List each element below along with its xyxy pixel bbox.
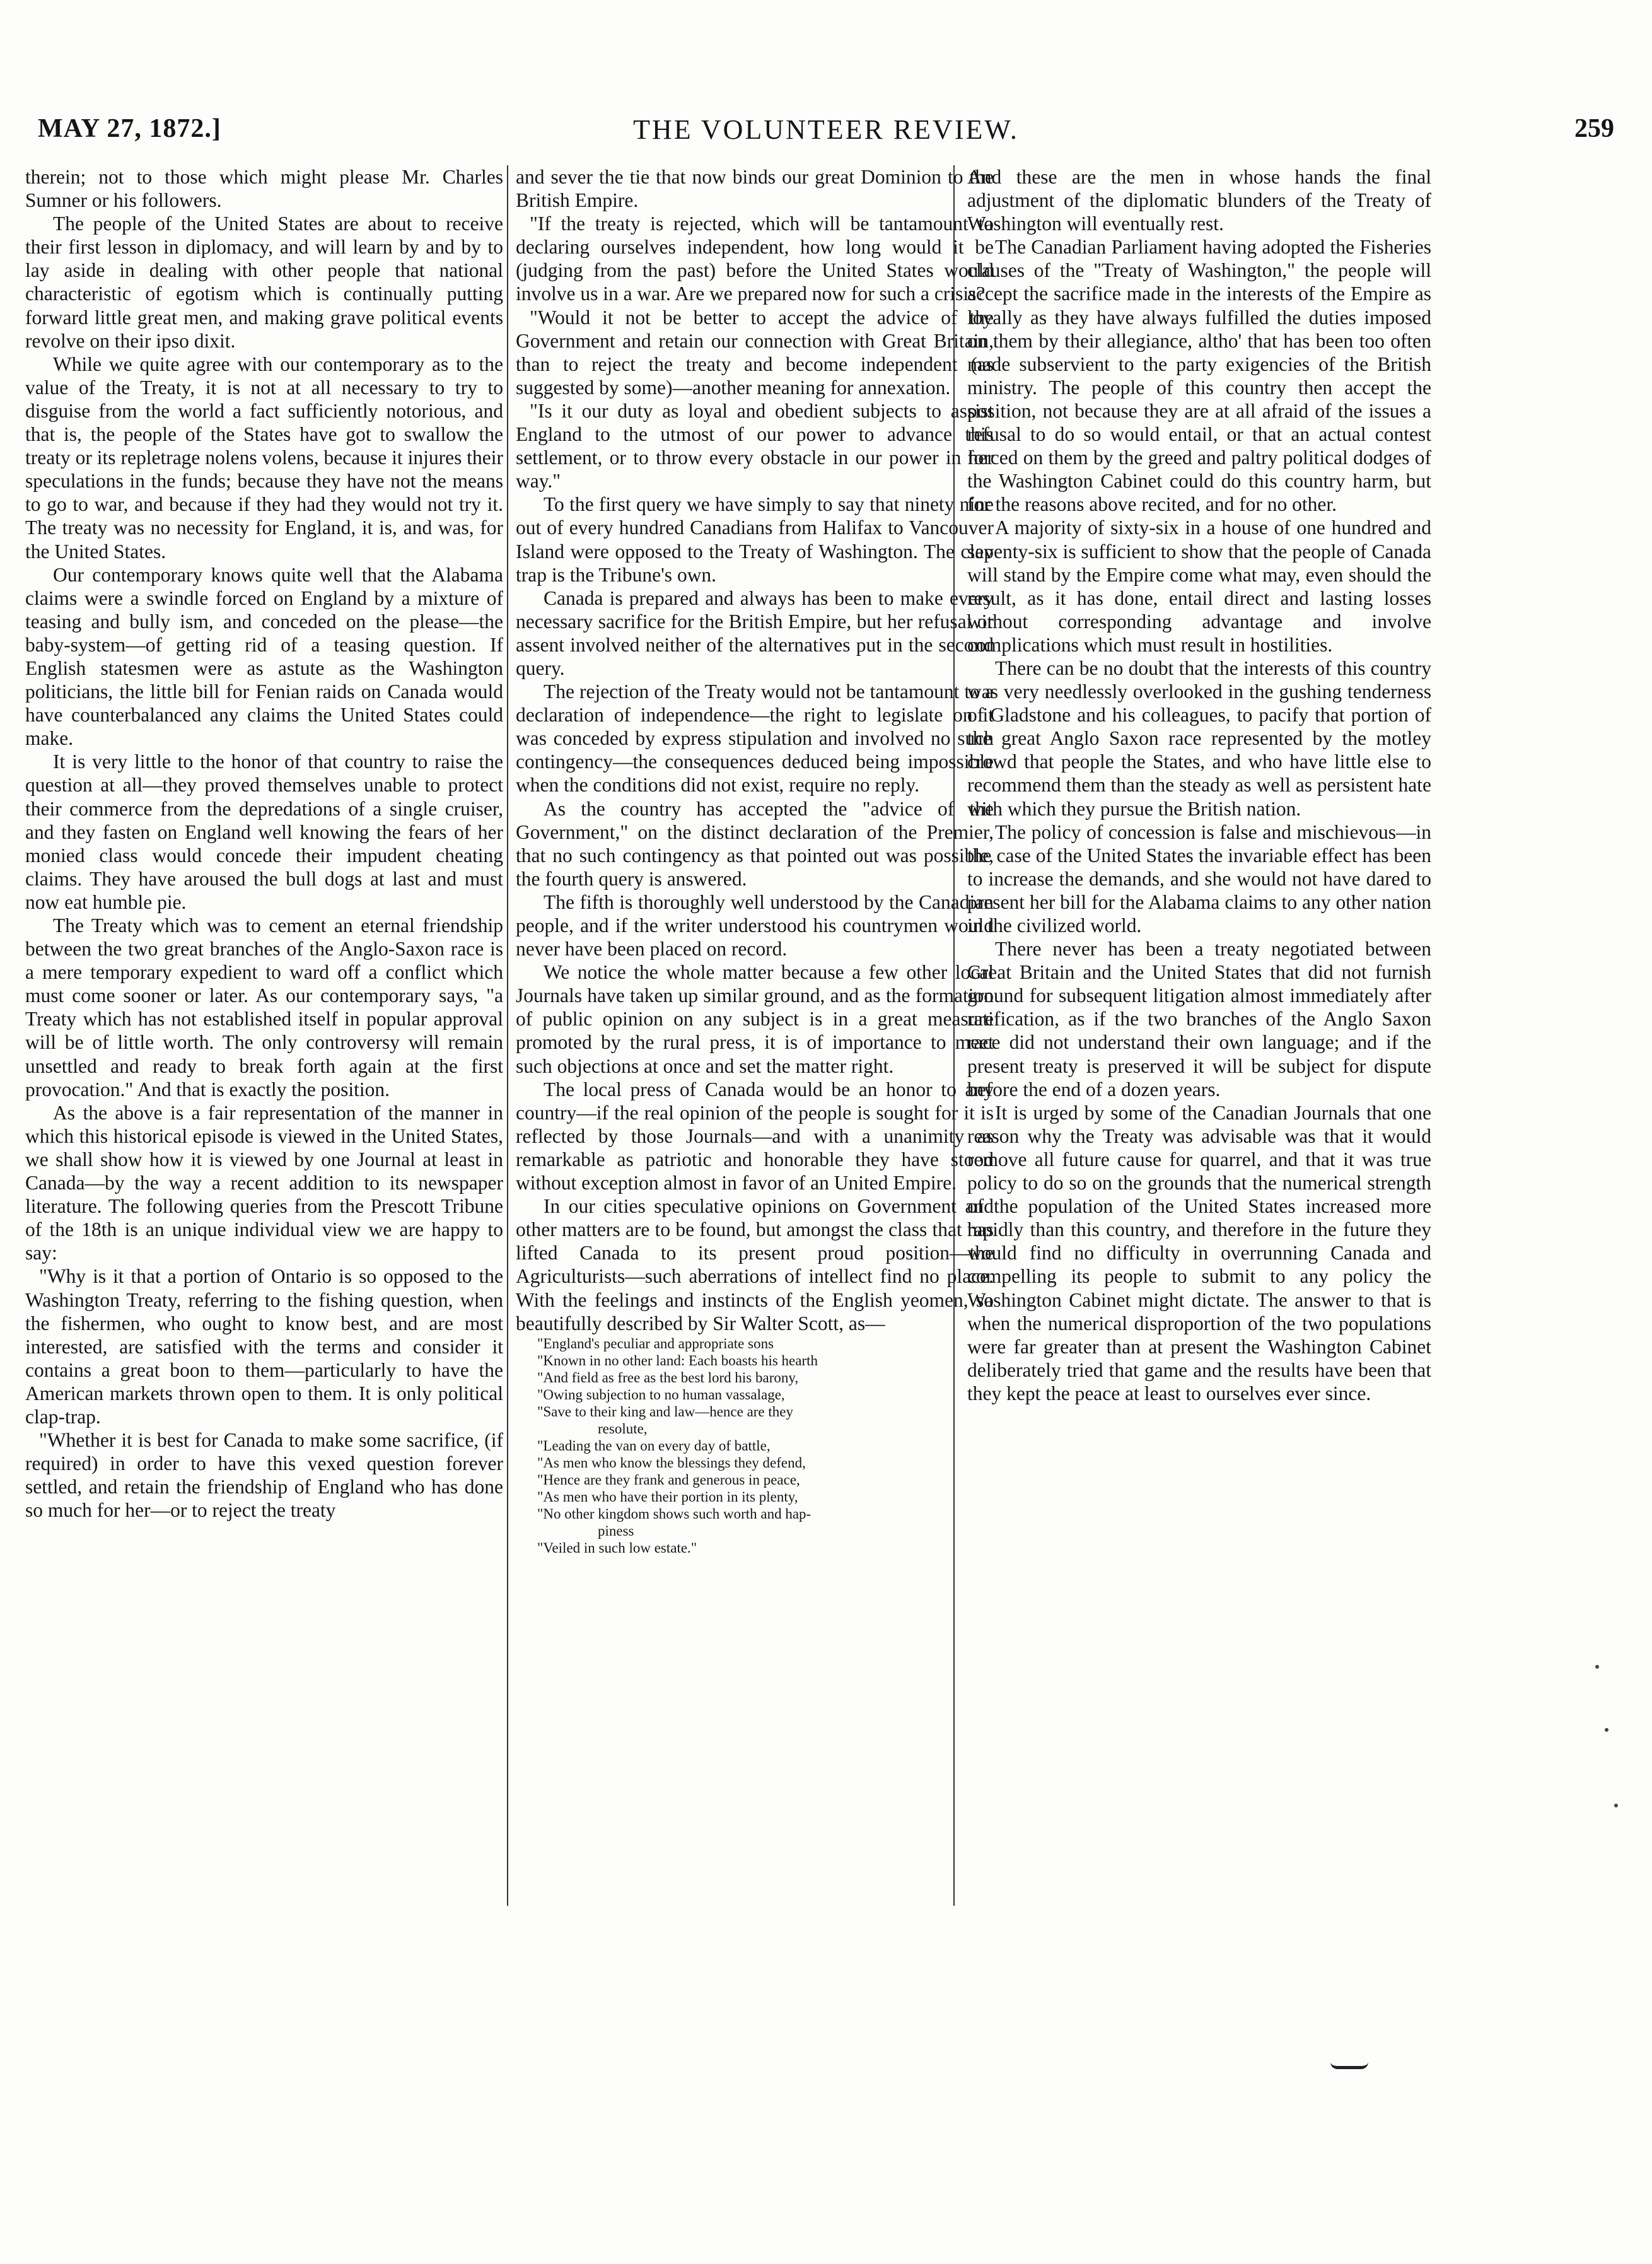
- poem-line: resolute,: [598, 1420, 648, 1437]
- poem-line: "As men who have their portion in its plenty,: [537, 1488, 798, 1505]
- paragraph: The people of the United States are about to receive their first lesson in diplomacy, and will learn by and by to lay aside in dealing with other people that national characteristic of egotism which is continually putting forward little great men, and making grave political events revolve on their ipso dixit.: [25, 213, 503, 352]
- quoted-query: "Is it our duty as loyal and obedient subjects to assist England to the utmost of our power to advance this settlement, or to throw every obstacle in our power in her way.": [516, 399, 994, 493]
- paragraph: The local press of Canada would be an honor to any country—if the real opinion of the people is sought for it is reflected by those Journals—and with a unanimity as remarkable as patriotic and honorable they have stood without exception almost in favor of an United Empire.: [516, 1078, 994, 1194]
- poem-line: "Save to their king and law—hence are they: [537, 1403, 793, 1420]
- column-1: [25, 165, 503, 2095]
- paragraph: and sever the tie that now binds our great Dominion to the British Empire.: [516, 166, 994, 212]
- print-speck: [1595, 1665, 1599, 1669]
- issue-date: MAY 27, 1872.]: [38, 114, 221, 143]
- quoted-query: "Whether it is best for Canada to make some sacrifice, (if required) in order to have this vexed question forever settled, and retain the friendship of England who has done so much for her—or to reject the treaty: [25, 1429, 503, 1522]
- paragraph: The fifth is thoroughly well understood by the Canadian people, and if the writer understood his countrymen would never have been placed on record.: [516, 890, 994, 960]
- paragraph: therein; not to those which might please Mr. Charles Sumner or his followers.: [25, 166, 503, 212]
- paragraph: Our contemporary knows quite well that the Alabama claims were a swindle forced on England by a mixture of teasing and bully ism, and conceded on the please—the baby-system—of getting rid of a teasing question. If English statesmen were as astute as the Washington politicians, the little bill for Fenian raids on Canada would have counterbalanced any claims the United States could make.: [25, 563, 503, 750]
- paragraph: It is very little to the honor of that country to raise the question at all—they proved themselves unable to protect their commerce from the depredations of a single cruiser, and they fasten on England well knowing the fears of her monied class would concede their impudent cheating claims. They have aroused the bull dogs at last and must now eat humble pie.: [25, 750, 503, 913]
- quoted-query: "If the treaty is rejected, which will be tantamount to declaring ourselves independent, how long would it be (judging from the past) before the United States would involve us in a war. Are we prepared now for such a crisis?: [516, 213, 994, 305]
- paragraph: While we quite agree with our contemporary as to the value of the Treaty, it is not at all necessary to try to disguise from the world a fact sufficiently notorious, and that is, the people of the States have got to swallow the treaty or its repletrage nolens volens, because it injures their speculations in the funds; because they have not the means to go to war, and because if they had they would not try it. The treaty was no necessity for England, it is, and was, for the United States.: [25, 353, 503, 563]
- paragraph: The Treaty which was to cement an eternal friendship between the two great branches of the Anglo-Saxon race is a mere temporary expedient to ward off a conflict which must come sooner or later. As our contemporary says, "a Treaty which has not established itself in popular approval will be of little worth. The only controversy will remain unsettled and ready to break forth again at the first provocation." And that is exactly the position.: [25, 914, 503, 1100]
- end-flourish: [1330, 2062, 1368, 2069]
- poem-line: "Leading the van on every day of battle,: [537, 1437, 771, 1454]
- paragraph: A majority of sixty-six in a house of one hundred and seventy-six is sufficient to show that the people of Canada will stand by the Empire come what may, even should the result, as it has done, entail direct and lasting losses without corresponding advantage and involve complications which must result in hostilities.: [967, 516, 1431, 656]
- page-header: [38, 107, 1614, 158]
- paragraph: The rejection of the Treaty would not be tantamount to a declaration of independence—the right to legislate on it was conceded by express stipulation and involved no such contingency—the consequences deduced being impossible when the conditions did not exist, require no reply.: [516, 680, 994, 796]
- poem-line: "Hence are they frank and generous in peace,: [537, 1471, 800, 1488]
- paragraph: There never has been a treaty negotiated between Great Britain and the United States that did not furnish ground for subsequent litigation almost immediately after ratification, as if the two branches of the Anglo Saxon race did not understand their own language; and if the present treaty is preserved it will be subject for dispute before the end of a dozen years.: [967, 938, 1431, 1100]
- poem-line: "As men who know the blessings they defend,: [537, 1454, 806, 1471]
- poem-line: "And field as free as the best lord his barony,: [537, 1369, 799, 1386]
- quoted-query: "Why is it that a portion of Ontario is so opposed to the Washington Treaty, referring to the fishing question, when the fishermen, who ought to know best, and are most interested, are satisfied with the terms and consider it contains a great boon to them—particularly to have the American markets thrown open to them. It is only political clap-trap.: [25, 1265, 503, 1428]
- paragraph: As the above is a fair representation of the manner in which this historical episode is viewed in the United States, we shall show how it is viewed by one Journal at least in Canada—by the way a recent addition to its newspaper literature. The following queries from the Prescott Tribune of the 18th is an unique individual view we are happy to say:: [25, 1101, 503, 1264]
- column-2: [516, 165, 994, 2095]
- quoted-query: "Would it not be better to accept the advice of the Government and retain our connection with Great Britain, than to reject the treaty and become independent (as suggested by some)—another meaning for annexation.: [516, 306, 994, 399]
- paragraph: It is urged by some of the Canadian Journals that one reason why the Treaty was advisable was that it would remove all future cause for quarrel, and that it was true policy to do so on the grounds that the numerical strength of the population of the United States increased more rapidly than this country, and therefore in the future they would find no difficulty in overrunning Canada and compelling its people to submit to any policy the Washington Cabinet might dictate. The answer to that is when the numerical disproportion of the two populations were far greater than at present the Washington Cabinet deliberately tried that game and the results have been that they kept the peace at least to ourselves ever since.: [967, 1101, 1431, 1404]
- column-3: [967, 165, 1431, 2095]
- paragraph: As the country has accepted the "advice of the Government," on the distinct declaration of the Premier, that no such contingency as that pointed out was possible, the fourth query is answered.: [516, 797, 994, 890]
- print-speck: [1605, 1728, 1608, 1732]
- poem-line: piness: [598, 1522, 634, 1539]
- poem-line: "Known in no other land: Each boasts his hearth: [537, 1352, 818, 1368]
- paragraph: The Canadian Parliament having adopted the Fisheries clauses of the "Treaty of Washington," the people will accept the sacrifice made in the interests of the Empire as loyally as they have always fulfilled the duties imposed on them by their allegiance, altho' that has been too often made subservient to the party exigencies of the British ministry. The people of this country then accept the position, not because they are at all afraid of the issues a refusal to do so would entail, or that an actual contest forced on them by the greed and paltry political dodges of the Washington Cabinet could do this country harm, but for the reasons above recited, and for no other.: [967, 236, 1431, 516]
- poem-line: "Owing subjection to no human vassalage,: [537, 1386, 785, 1403]
- paragraph: And these are the men in whose hands the final adjustment of the diplomatic blunders of the Treaty of Washington will eventually rest.: [967, 166, 1431, 235]
- column-rule: [507, 165, 508, 1906]
- poem-quote: [522, 1335, 994, 1556]
- paragraph: Canada is prepared and always has been to make every necessary sacrifice for the British Empire, but her refusal or assent involved neither of the alternatives put in the second query.: [516, 586, 994, 679]
- poem-line: "No other kingdom shows such worth and hap-: [537, 1505, 811, 1522]
- paragraph: There can be no doubt that the interests of this country was very needlessly overlooked in the gushing tenderness of Gladstone and his colleagues, to pacify that portion of the great Anglo Saxon race represented by the motley crowd that people the States, and who have little else to recommend them than the steady as well as persistent hate with which they pursue the British nation.: [967, 656, 1431, 820]
- paragraph: To the first query we have simply to say that ninety nine out of every hundred Canadians from Halifax to Vancouver Island were opposed to the Treaty of Washington. The clap trap is the Tribune's own.: [516, 493, 994, 586]
- paragraph: In our cities speculative opinions on Government and other matters are to be found, but amongst the class that has lifted Canada to its present proud position—the Agriculturists—such aberrations of intellect find no place. With the feelings and instincts of the English yeomen, so beautifully described by Sir Walter Scott, as—: [516, 1195, 994, 1334]
- poem-line: "England's peculiar and appropriate sons: [537, 1335, 774, 1351]
- print-speck: [1614, 1804, 1618, 1807]
- poem-line: "Veiled in such low estate.": [537, 1539, 697, 1556]
- paragraph: The policy of concession is false and mischievous—in the case of the United States the invariable effect has been to increase the demands, and she would not have dared to present her bill for the Alabama claims to any other nation in the civilized world.: [967, 820, 1431, 937]
- publication-title: THE VOLUNTEER REVIEW.: [633, 114, 1019, 145]
- paragraph: We notice the whole matter because a few other local Journals have taken up similar ground, and as the formation of public opinion on any subject is in a great measure promoted by the rural press, it is of importance to meet such objections at once and set the matter right.: [516, 961, 994, 1077]
- page-number: 259: [1574, 114, 1614, 143]
